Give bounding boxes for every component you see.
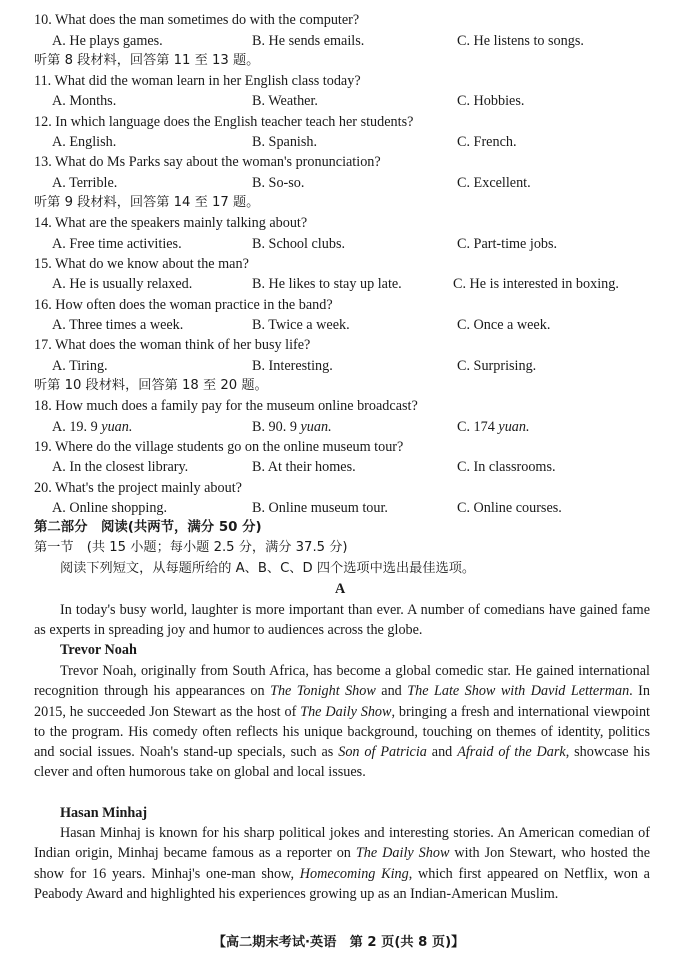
option-20-c: C. Online courses. bbox=[457, 500, 562, 516]
option-12-c: C. French. bbox=[457, 134, 517, 150]
option-19-a: A. In the closest library. bbox=[52, 459, 189, 475]
option-15-a: A. He is usually relaxed. bbox=[52, 276, 193, 292]
option-10-a: A. He plays games. bbox=[52, 33, 163, 49]
option-18-a-unit: yuan. bbox=[101, 419, 133, 435]
option-17-c: C. Surprising. bbox=[457, 358, 537, 374]
option-17-b: B. Interesting. bbox=[252, 358, 333, 374]
listening-instruction-8: 听第 8 段材料，回答第 11 至 13 题。 bbox=[34, 53, 260, 68]
question-13: 13. What do Ms Parks say about the woman's pronunciation? bbox=[34, 154, 381, 170]
option-18-a-value: A. 19. 9 bbox=[52, 419, 98, 435]
option-11-c: C. Hobbies. bbox=[457, 93, 525, 109]
p1-text-f: , showcase his clever and often humorous take on global and local issues. bbox=[34, 744, 650, 781]
show-title-daily-show: The Daily Show bbox=[300, 703, 392, 720]
option-20-a: A. Online shopping. bbox=[52, 500, 168, 516]
option-18-c bbox=[457, 417, 530, 437]
show-title-daily-show-2: The Daily Show bbox=[355, 845, 450, 862]
option-13-a: A. Terrible. bbox=[52, 175, 118, 191]
page-footer: 【高二期末考试·英语 第 2 页(共 8 页)】 bbox=[212, 935, 465, 950]
reading-instruction: 阅读下列短文，从每题所给的 A、B、C、D 四个选项中选出最佳选项。 bbox=[60, 561, 476, 576]
show-title-son-of-patricia: Son of Patricia bbox=[338, 744, 427, 761]
option-11-a: A. Months. bbox=[52, 93, 117, 109]
p1-text-d: , bringing a fresh and international viewpoint to the program. His comedy often reflects his unique background, touching on themes of identity, politics and social issues. Noah's stand-up specials, such as bbox=[34, 703, 650, 761]
p1-text-c: . In 2015, he succeeded Jon Stewart as the host of bbox=[34, 683, 650, 720]
option-20-b: B. Online museum tour. bbox=[252, 500, 388, 516]
p1-text-e: and bbox=[426, 744, 458, 761]
option-19-c: C. In classrooms. bbox=[457, 459, 556, 475]
p1-text-a: Trevor Noah, originally from South Africa, has become a global comedic star. He gained international recognition through his appearances on bbox=[34, 663, 650, 700]
option-10-b: B. He sends emails. bbox=[252, 33, 365, 49]
paragraph-trevor-noah bbox=[34, 661, 650, 783]
option-18-b-value: B. 90. 9 bbox=[252, 419, 297, 435]
option-19-b: B. At their homes. bbox=[252, 459, 356, 475]
question-18: 18. How much does a family pay for the museum online broadcast? bbox=[34, 398, 418, 414]
option-16-c: C. Once a week. bbox=[457, 317, 551, 333]
question-11: 11. What did the woman learn in her English class today? bbox=[34, 73, 361, 89]
listening-instruction-10: 听第 10 段材料，回答第 18 至 20 题。 bbox=[34, 378, 268, 393]
question-10: 10. What does the man sometimes do with the computer? bbox=[34, 12, 360, 28]
section-2-subtitle: 第一节 (共 15 小题；每小题 2.5 分，满分 37.5 分) bbox=[34, 540, 348, 555]
option-10-c: C. He listens to songs. bbox=[457, 33, 584, 49]
question-16: 16. How often does the woman practice in the band? bbox=[34, 297, 333, 313]
option-18-b-unit: yuan. bbox=[300, 419, 332, 435]
question-14: 14. What are the speakers mainly talking about? bbox=[34, 215, 308, 231]
heading-hasan-minhaj: Hasan Minhaj bbox=[60, 805, 148, 821]
heading-trevor-noah: Trevor Noah bbox=[60, 642, 137, 658]
show-title-afraid-of-the-dark: Afraid of the Dark bbox=[457, 744, 566, 761]
option-13-b: B. So-so. bbox=[252, 175, 305, 191]
show-title-tonight-show: The Tonight Show bbox=[270, 683, 376, 700]
question-17: 17. What does the woman think of her busy life? bbox=[34, 337, 311, 353]
passage-intro: In today's busy world, laughter is more important than ever. A number of comedians have gained fame as experts in spreading joy and humor to audiences across the globe. bbox=[34, 602, 650, 639]
option-14-a: A. Free time activities. bbox=[52, 236, 182, 252]
question-12: 12. In which language does the English teacher teach her students? bbox=[34, 114, 414, 130]
option-11-b: B. Weather. bbox=[252, 93, 318, 109]
option-16-b: B. Twice a week. bbox=[252, 317, 350, 333]
option-18-b bbox=[252, 417, 332, 437]
listening-instruction-9: 听第 9 段材料，回答第 14 至 17 题。 bbox=[34, 195, 260, 210]
option-14-b: B. School clubs. bbox=[252, 236, 346, 252]
option-18-c-value: C. 174 bbox=[457, 419, 495, 435]
p2-text-a: Hasan Minhaj is known for his sharp political jokes and interesting stories. An American comedian of Indian origin, Minhaj became famous as a reporter on bbox=[34, 825, 650, 862]
option-14-c: C. Part-time jobs. bbox=[457, 236, 558, 252]
p2-text-b: with Jon Stewart, who hosted the show for 16 years. Minhaj's one-man show, bbox=[34, 845, 651, 882]
option-15-b: B. He likes to stay up late. bbox=[252, 276, 402, 292]
option-15-c: C. He is interested in boxing. bbox=[453, 276, 619, 292]
p1-text-b: and bbox=[375, 683, 408, 700]
show-title-late-show: The Late Show with David Letterman bbox=[407, 683, 630, 700]
show-title-homecoming-king: Homecoming King bbox=[299, 865, 409, 882]
question-19: 19. Where do the village students go on the online museum tour? bbox=[34, 439, 404, 455]
option-13-c: C. Excellent. bbox=[457, 175, 531, 191]
option-18-c-unit: yuan. bbox=[498, 419, 530, 435]
option-16-a: A. Three times a week. bbox=[52, 317, 184, 333]
paragraph-hasan-minhaj bbox=[34, 823, 650, 904]
section-2-title: 第二部分 阅读(共两节，满分 50 分) bbox=[34, 520, 262, 535]
option-17-a: A. Tiring. bbox=[52, 358, 108, 374]
option-12-a: A. English. bbox=[52, 134, 117, 150]
question-20: 20. What's the project mainly about? bbox=[34, 480, 242, 496]
option-18-a bbox=[52, 417, 132, 437]
option-12-b: B. Spanish. bbox=[252, 134, 318, 150]
passage-label: A bbox=[335, 581, 346, 597]
p2-text-c: , which first appeared on Netflix, won a Peabody Award and highlighted his experiences growing up as an Indian-American Muslim. bbox=[34, 865, 650, 902]
question-15: 15. What do we know about the man? bbox=[34, 256, 249, 272]
